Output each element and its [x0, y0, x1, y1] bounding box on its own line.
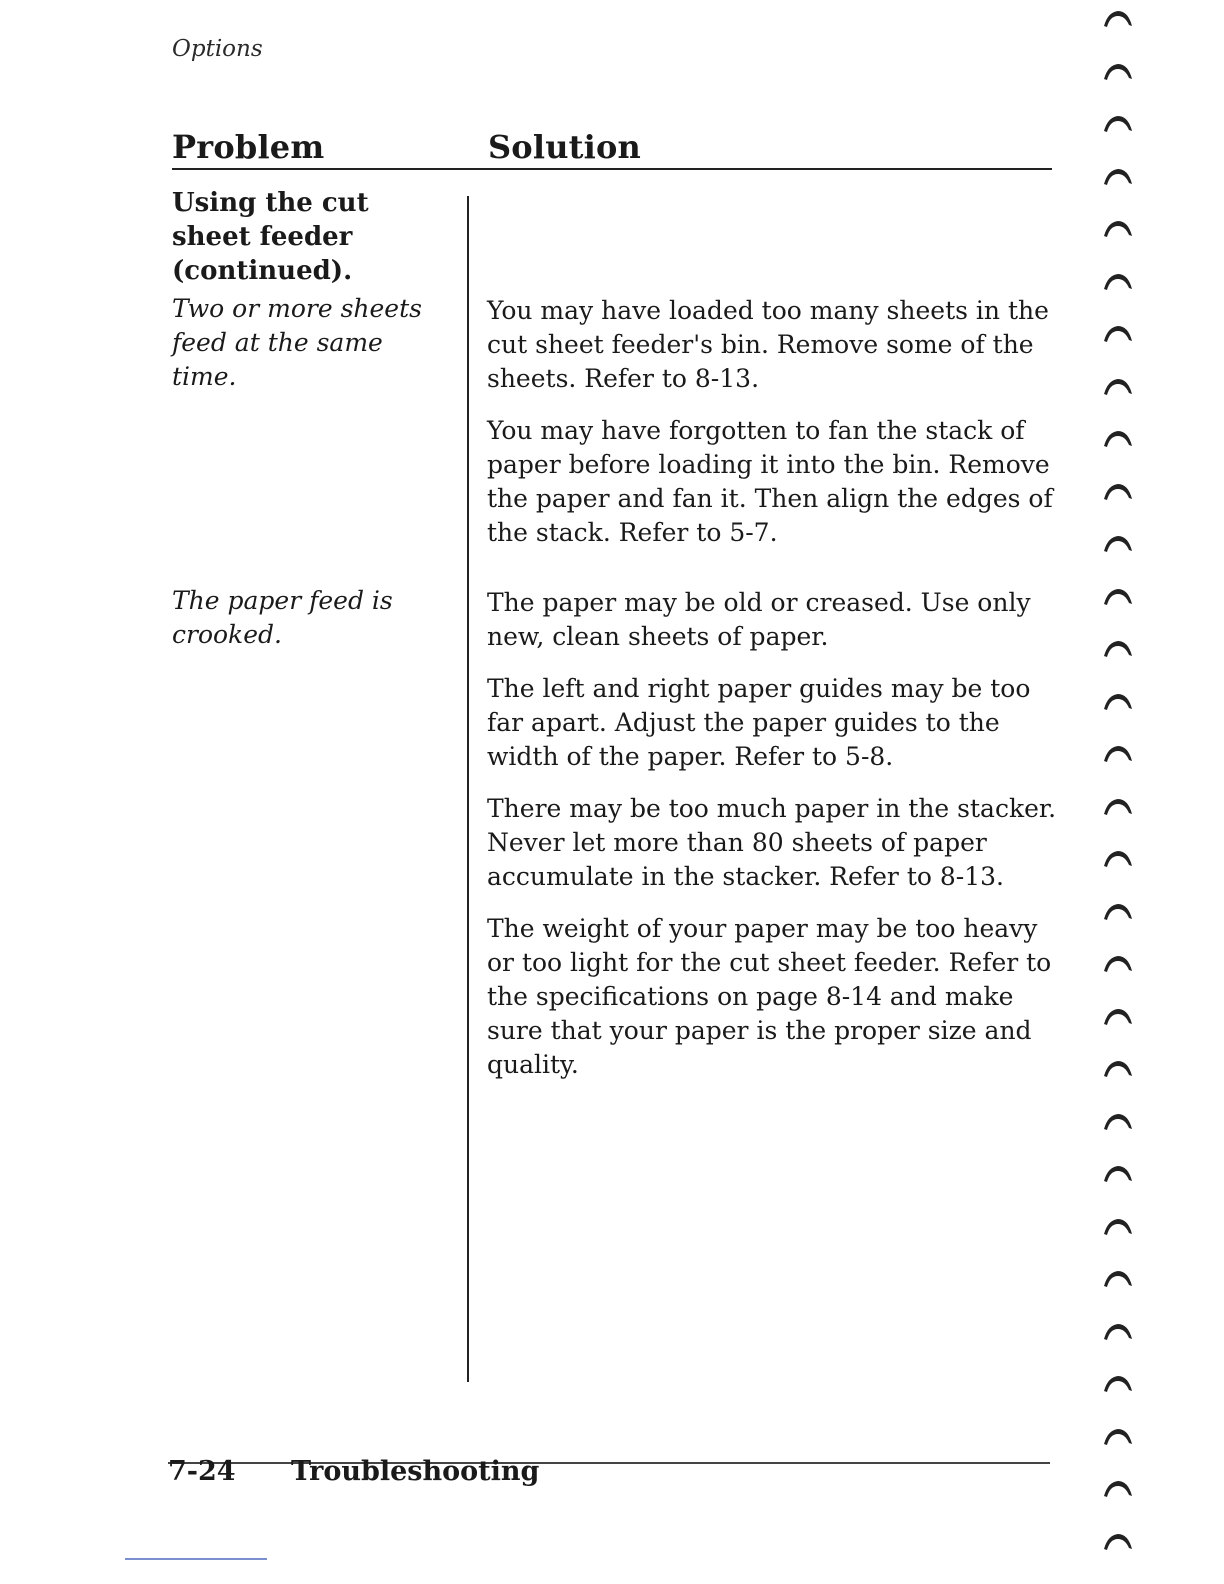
binding-holes: [1098, 0, 1138, 1584]
binding-hole-icon: [1098, 636, 1138, 660]
binding-hole-icon: [1098, 1214, 1138, 1238]
binding-hole-icon: [1098, 899, 1138, 923]
binding-hole-icon: [1098, 1529, 1138, 1553]
binding-hole-icon: [1098, 1004, 1138, 1028]
binding-hole-icon: [1098, 321, 1138, 345]
binding-hole-icon: [1098, 1266, 1138, 1290]
solution-paragraph: You may have loaded too many sheets in the cut sheet feeder's bin. Remove some of the sheets. Refer to 8-13.: [487, 296, 1049, 393]
scan-mark: [125, 1558, 267, 1560]
problem-item: The paper feed is crooked.: [172, 586, 393, 649]
page-footer: [168, 1456, 539, 1487]
solution-paragraph: The left and right paper guides may be too far apart. Adjust the paper guides to the width of the paper. Refer to 5-8.: [487, 674, 1031, 771]
binding-hole-icon: [1098, 216, 1138, 240]
binding-hole-icon: [1098, 1476, 1138, 1500]
column-divider: [467, 196, 469, 1382]
section-name: Troubleshooting: [290, 1456, 540, 1487]
binding-hole-icon: [1098, 111, 1138, 135]
page-number: 7-24: [168, 1456, 236, 1487]
solution-column-heading: Solution: [488, 128, 642, 166]
binding-hole-icon: [1098, 59, 1138, 83]
binding-hole-icon: [1098, 951, 1138, 975]
running-head: Options: [172, 36, 263, 62]
binding-hole-icon: [1098, 374, 1138, 398]
solution-paragraph: The paper may be old or creased. Use only new, clean sheets of paper.: [487, 588, 1031, 651]
binding-hole-icon: [1098, 6, 1138, 30]
solution-block: [487, 586, 1057, 1100]
solution-paragraph: There may be too much paper in the stacker. Never let more than 80 sheets of paper accumulate in the stacker. Refer to 8-13.: [487, 794, 1057, 891]
solution-paragraph: You may have forgotten to fan the stack of paper before loading it into the bin. Remove the paper and fan it. Then align the edges of the stack. Refer to 5-7.: [487, 416, 1053, 547]
binding-hole-icon: [1098, 531, 1138, 555]
binding-hole-icon: [1098, 1161, 1138, 1185]
binding-hole-icon: [1098, 846, 1138, 870]
problem-column-heading: Problem: [172, 128, 325, 166]
binding-hole-icon: [1098, 584, 1138, 608]
binding-hole-icon: [1098, 1319, 1138, 1343]
binding-hole-icon: [1098, 164, 1138, 188]
problem-item: Two or more sheets feed at the same time.: [172, 294, 422, 391]
binding-hole-icon: [1098, 426, 1138, 450]
binding-hole-icon: [1098, 479, 1138, 503]
binding-hole-icon: [1098, 1109, 1138, 1133]
binding-hole-icon: [1098, 269, 1138, 293]
binding-hole-icon: [1098, 689, 1138, 713]
binding-hole-icon: [1098, 1424, 1138, 1448]
solution-block: [487, 294, 1057, 568]
binding-hole-icon: [1098, 794, 1138, 818]
topic-heading: Using the cut sheet feeder (continued).: [172, 188, 369, 286]
binding-hole-icon: [1098, 1056, 1138, 1080]
heading-rule: [172, 168, 1052, 170]
solution-paragraph: The weight of your paper may be too heavy or too light for the cut sheet feeder. Refer to the specifications on page 8-14 and make sure that your paper is the proper size and quality.: [487, 914, 1052, 1079]
binding-hole-icon: [1098, 741, 1138, 765]
binding-hole-icon: [1098, 1371, 1138, 1395]
